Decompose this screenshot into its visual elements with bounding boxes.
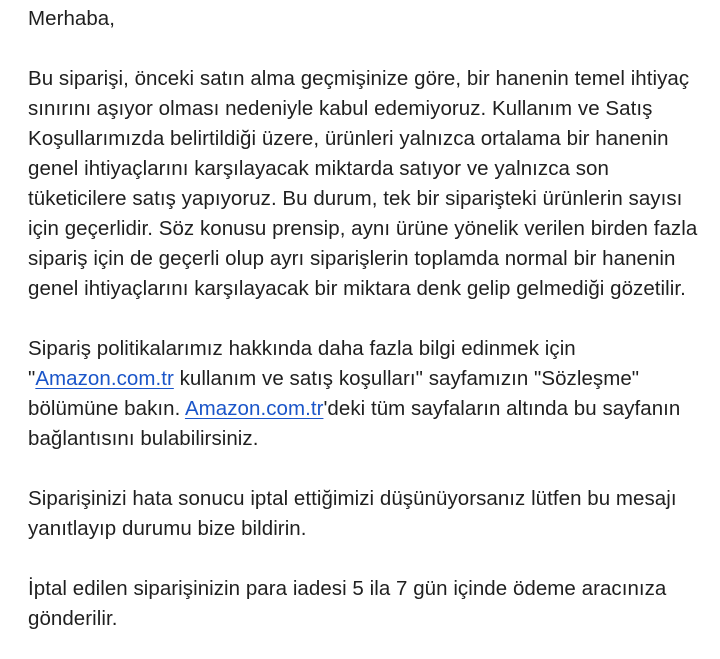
amazon-terms-link[interactable]: Amazon.com.tr [35,367,174,390]
paragraph-order-rejection [28,64,698,304]
paragraph-reply-notice [28,484,692,544]
paragraph-line: genel ihtiyaçlarını karşılayacak miktarda satıyor ve yalnızca son [28,157,609,180]
quote-mark: " [28,367,36,390]
paragraph-line: gönderilir. [28,607,118,630]
inline-text: 'deki tüm sayfaların altında bu sayfanın [323,397,681,420]
paragraph-gap [28,454,692,484]
paragraph-line: sipariş için de geçerli olup ayrı siparişlerin toplamda normal bir hanenin [28,247,676,270]
inline-text: kullanım ve satış koşulları" sayfamızın "Sözleşme" [173,367,640,390]
paragraph-line: Koşullarımızda belirtildiği üzere, ürünleri yalnızca ortalama bir hanenin [28,127,669,150]
paragraph-line [28,394,692,424]
amazon-site-link[interactable]: Amazon.com.tr [184,397,324,420]
paragraph-gap [28,544,692,574]
paragraph-line: İptal edilen siparişinizin para iadesi 5 ila 7 gün içinde ödeme aracınıza [28,577,667,600]
paragraph-line: Sipariş politikalarımız hakkında daha fazla bilgi edinmek için [28,337,576,360]
paragraph-line: Bu siparişi, önceki satın alma geçmişinize göre, bir hanenin temel ihtiyaç [28,67,690,90]
inline-text: bölümüne bakın. [28,397,185,420]
paragraph-line: yanıtlayıp durumu bize bildirin. [28,517,307,540]
paragraph-line [28,364,692,394]
paragraph-gap [28,304,692,334]
greeting-text: Merhaba, [28,7,116,30]
paragraph-gap [28,34,692,64]
paragraph-line: bağlantısını bulabilirsiniz. [28,427,259,450]
paragraph-line: sınırını aşıyor olması nedeniyle kabul edemiyoruz. Kullanım ve Satış [28,97,653,120]
paragraph-line: genel ihtiyaçlarını karşılayacak bir miktara denk gelip gelmediği gözetilir. [28,277,686,300]
paragraph-line: Siparişinizi hata sonucu iptal ettiğimizi düşünüyorsanız lütfen bu mesajı [28,487,677,510]
paragraph-line: tüketicilere satış yapıyoruz. Bu durum, tek bir siparişteki ürünlerin sayısı [28,187,683,210]
paragraph-order-policies [28,334,692,454]
paragraph-line: için geçerlidir. Söz konusu prensip, aynı ürüne yönelik verilen birden fazla [28,217,698,240]
greeting [28,4,692,34]
paragraph-refund-notice [28,574,692,634]
